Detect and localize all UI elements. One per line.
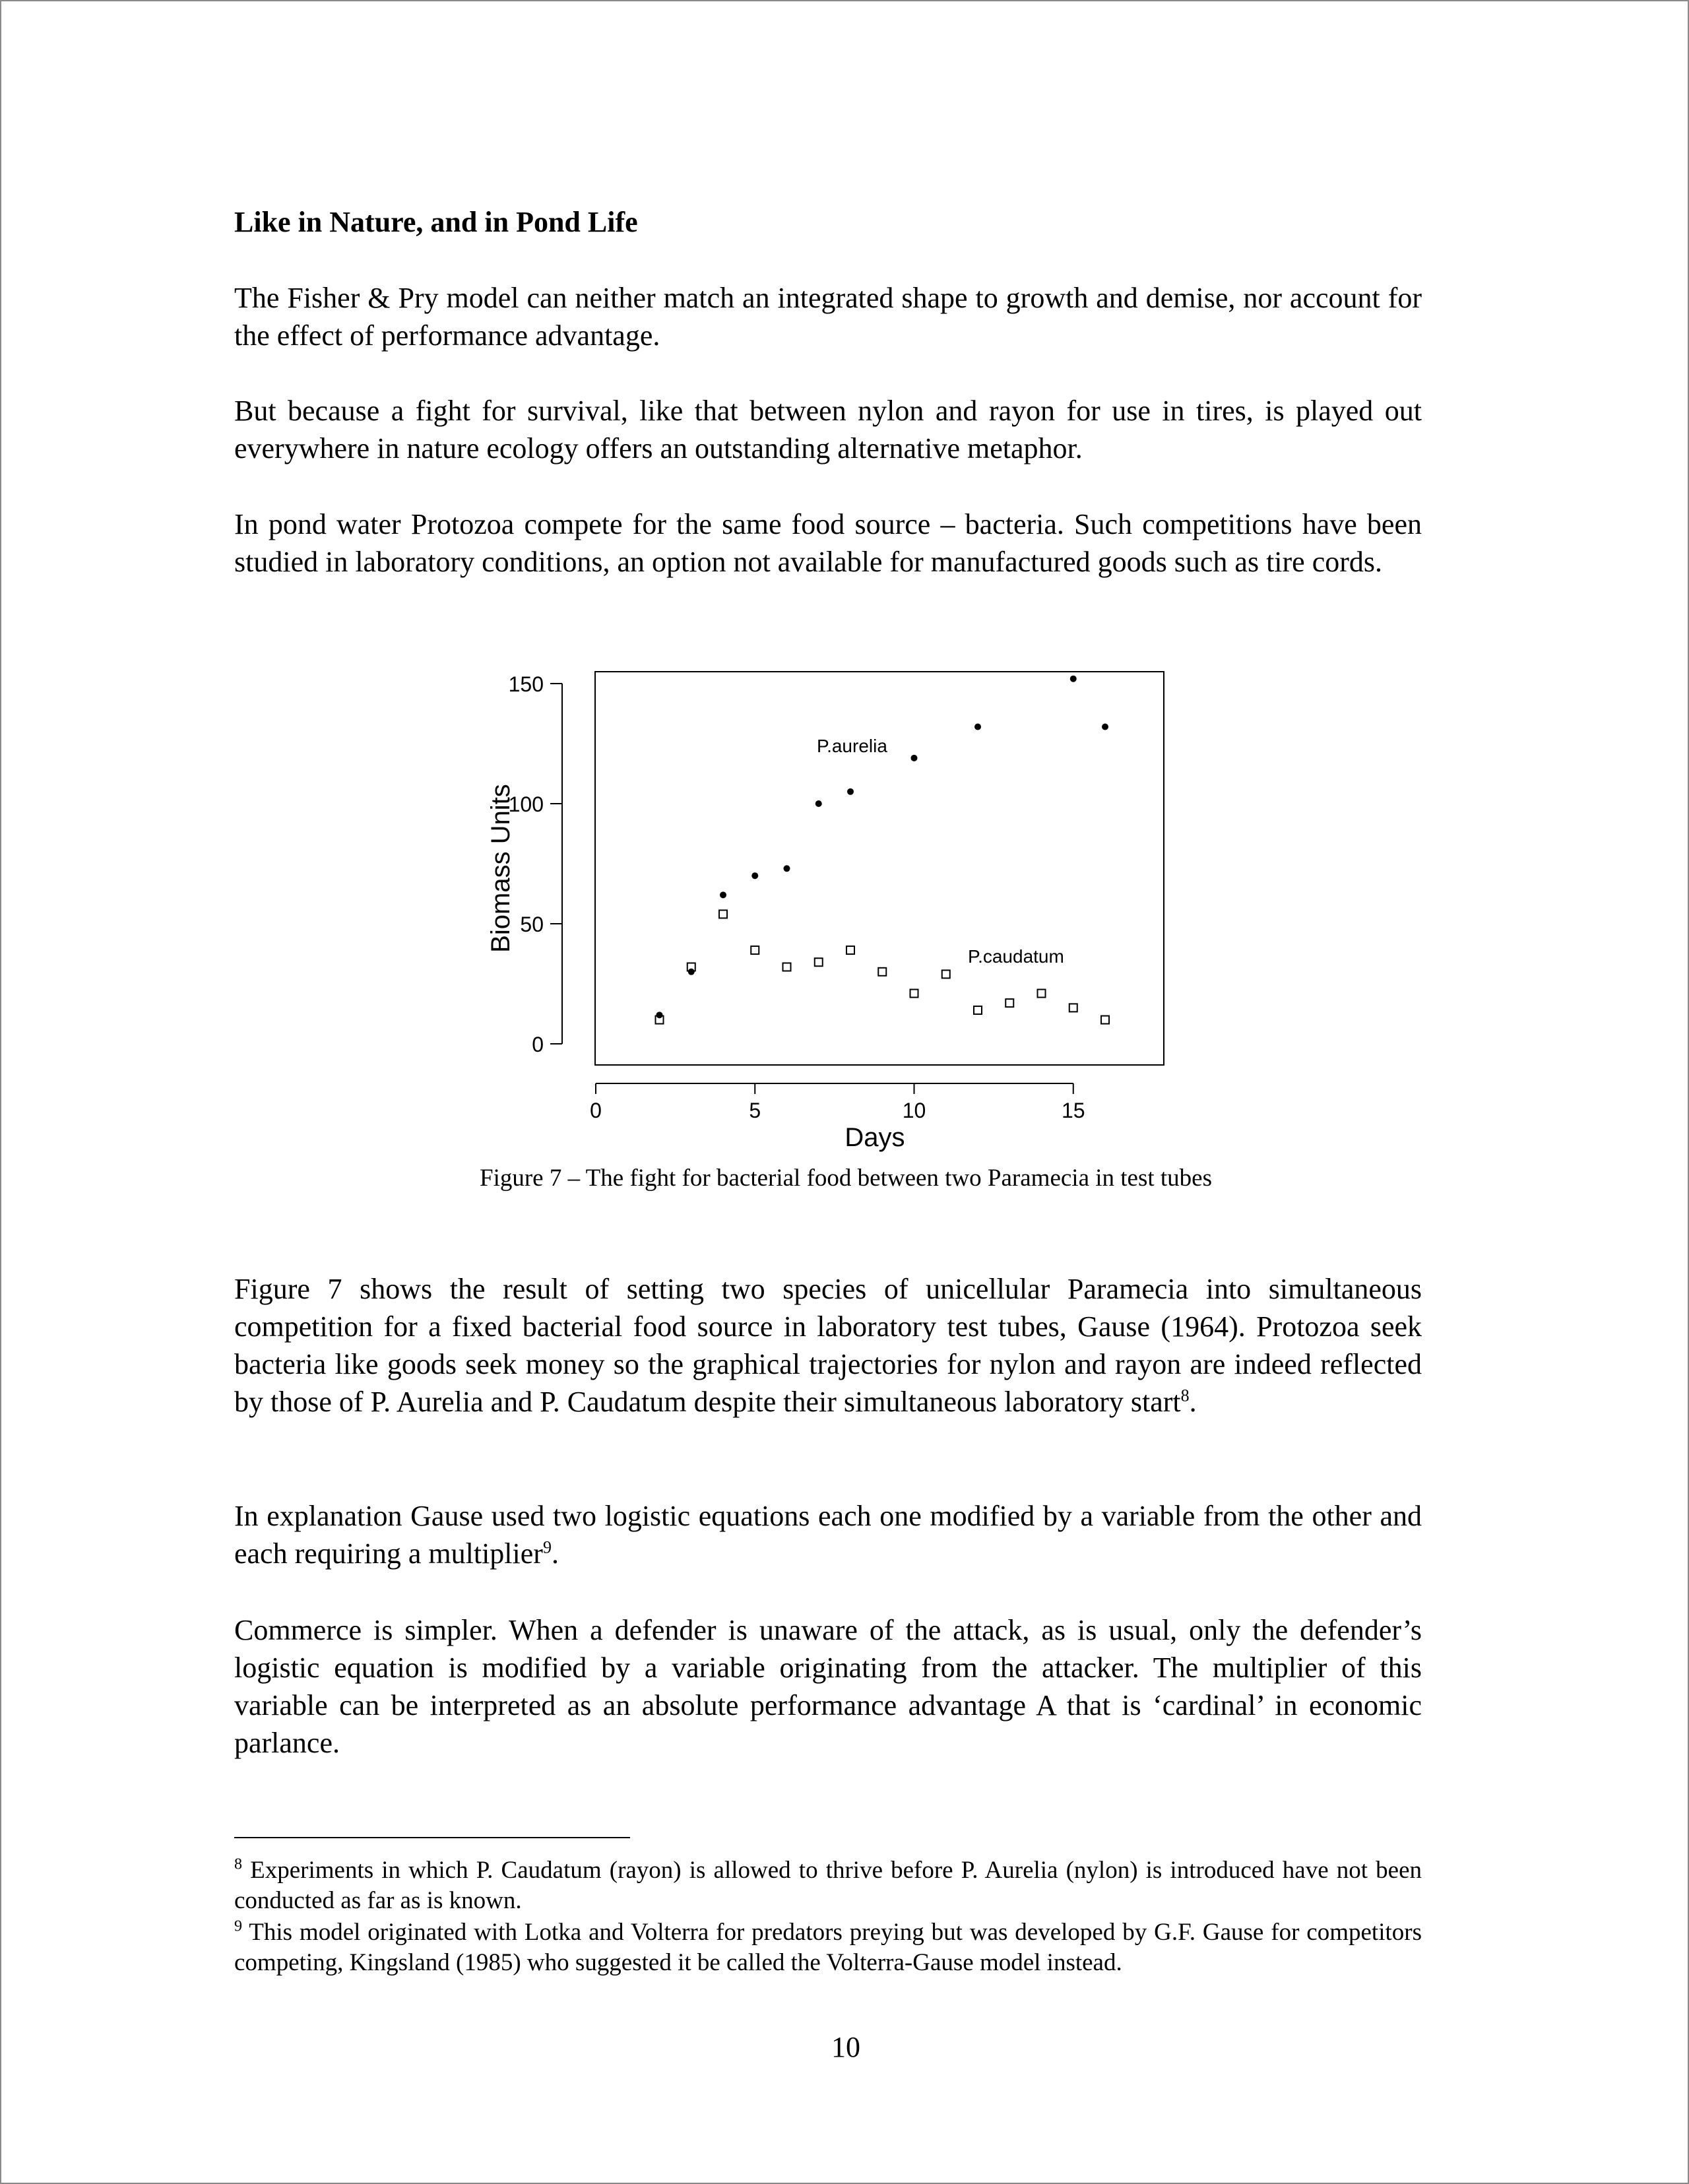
aurelia-point (688, 969, 695, 975)
caudatum-point (1101, 1016, 1109, 1024)
footnote-8 (234, 1855, 1422, 1916)
caudatum-point (719, 910, 727, 918)
paragraph-4 (234, 1270, 1422, 1421)
caudatum-point (942, 970, 950, 978)
paragraph-2: But because a fight for survival, like that between nylon and rayon for use in tires, is played out everywhere in nature ecology offers an outstanding alternative metaphor. (234, 395, 1422, 465)
aurelia-point (751, 872, 758, 879)
paragraph-3: In pond water Protozoa compete for the same food source – bacteria. Such competitions have been studied in laboratory conditions, an option not available for manufactured goods such as tire cords. (234, 508, 1422, 578)
caudatum-point (1005, 999, 1013, 1007)
plot-frame (595, 672, 1164, 1065)
aurelia-point (784, 865, 790, 872)
footnote-9-text: This model originated with Lotka and Volterra for predators preying but was developed by G.F. Gause for competitors competing, Kingsland (1985) who suggested it be called the Volterra-Gause model instead. (234, 1919, 1422, 1976)
aurelia-point (1102, 724, 1108, 730)
aurelia-point (656, 1012, 663, 1018)
footnote-9 (234, 1917, 1422, 1978)
page-number: 10 (831, 2031, 860, 2063)
caudatum-point (751, 946, 759, 954)
y-tick-label: 150 (508, 672, 544, 696)
paragraph-5 (234, 1497, 1422, 1572)
biomass-scatter-chart (457, 661, 1182, 1163)
aurelia-point (974, 724, 981, 730)
y-axis-label: Biomass Units (486, 784, 515, 953)
x-tick-label: 15 (1061, 1099, 1085, 1122)
x-tick-label: 0 (590, 1099, 602, 1122)
aurelia-point (815, 800, 822, 807)
aurelia-point (847, 788, 854, 795)
series-label-aurelia: P.aurelia (817, 736, 887, 756)
y-tick-label: 50 (520, 913, 544, 936)
paragraph-5-end: . (551, 1537, 559, 1570)
caudatum-point (974, 1006, 982, 1014)
caudatum-point (783, 963, 791, 971)
chart-marks (656, 676, 1110, 1024)
aurelia-point (911, 755, 918, 761)
aurelia-point (1070, 676, 1077, 682)
footnote-ref-8: 8 (1180, 1386, 1190, 1405)
paragraph-4-text: Figure 7 shows the result of setting two species of unicellular Paramecia into simultaneous competition for a fixed bacterial food source in laboratory test tubes, Gause (1964). Protozoa seek bacteria like goods seek money so the graphical trajectories for nylon and rayon are indeed reflected by those of P. Aurelia and P. Caudatum despite their simultaneous laboratory start (234, 1273, 1422, 1418)
x-tick-label: 10 (902, 1099, 926, 1122)
aurelia-point (720, 891, 726, 898)
paragraph-6: Commerce is simpler. When a defender is unaware of the attack, as is usual, only the defender’s logistic equation is modified by a variable originating from the attacker. The multiplier of this variable can be interpreted as an absolute performance advantage A that is ‘cardinal’ in economic parlance. (234, 1614, 1422, 1759)
caudatum-point (815, 958, 823, 966)
caudatum-point (1069, 1004, 1077, 1012)
footnote-divider (234, 1837, 630, 1838)
series-label-caudatum: P.caudatum (968, 946, 1064, 967)
figure-caption: Figure 7 – The fight for bacterial food between two Paramecia in test tubes (480, 1165, 1212, 1192)
paragraph-5-text: In explanation Gause used two logistic equations each one modified by a variable from the other and each requiring a multiplier (234, 1500, 1422, 1570)
footnote-mark-8: 8 (234, 1855, 242, 1873)
footnote-ref-9: 9 (542, 1537, 552, 1557)
y-tick-label: 100 (508, 792, 544, 816)
caudatum-point (878, 968, 886, 976)
caudatum-point (846, 946, 854, 954)
paragraph-1: The Fisher & Pry model can neither match an integrated shape to growth and demise, nor account for the effect of performance advantage. (234, 282, 1422, 352)
y-tick-label: 0 (532, 1033, 544, 1056)
x-axis-label: Days (844, 1123, 905, 1152)
paragraph-4-end: . (1189, 1386, 1197, 1418)
caudatum-point (1038, 990, 1046, 998)
caudatum-point (910, 990, 918, 998)
footnote-8-text: Experiments in which P. Caudatum (rayon) is allowed to thrive before P. Aurelia (nylon) is introduced have not been conducted as far as is known. (234, 1857, 1422, 1914)
footnote-mark-9: 9 (234, 1917, 242, 1935)
section-heading: Like in Nature, and in Pond Life (234, 206, 638, 238)
x-tick-label: 5 (749, 1099, 761, 1122)
